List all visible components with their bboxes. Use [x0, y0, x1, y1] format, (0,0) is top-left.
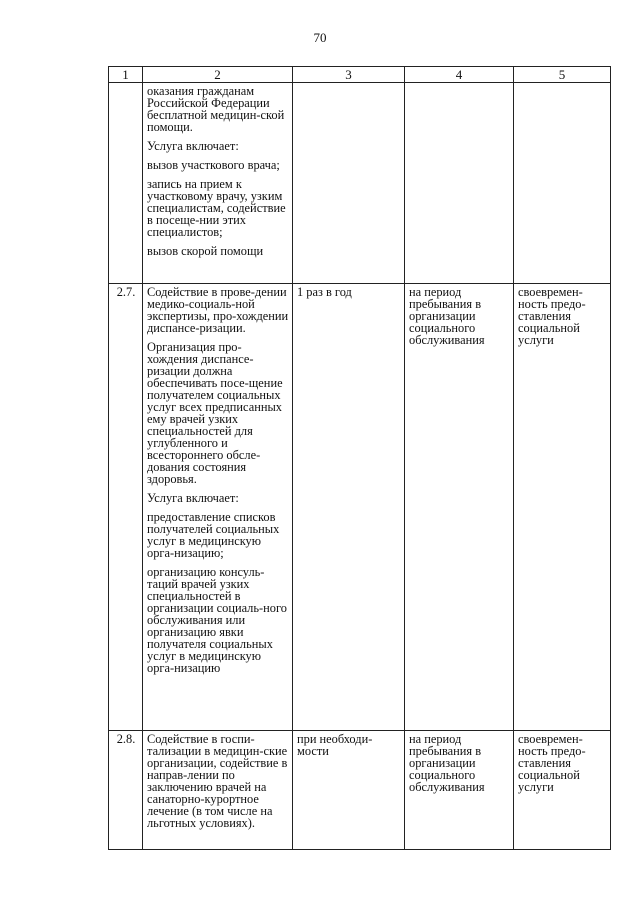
- header-cell-1: 1: [109, 67, 143, 83]
- services-table: [108, 66, 611, 850]
- row-number: 2.8.: [109, 731, 143, 850]
- header-cell-3: 3: [293, 67, 405, 83]
- table-header-row: [109, 67, 611, 83]
- term-cell: на период пребывания в организации социального обслуживания: [405, 284, 514, 731]
- periodicity-cell: при необходи-мости: [293, 731, 405, 850]
- term-cell: [405, 83, 514, 284]
- table-row-continuation: [109, 83, 611, 284]
- header-cell-4: 4: [405, 67, 514, 83]
- term-cell: на период пребывания в организации социального обслуживания: [405, 731, 514, 850]
- page-number: 70: [313, 30, 327, 45]
- description-paragraph: Организация про-хождения диспансе-ризации должна обеспечивать посе-щение получателем социальных услуг всех предписанных ему врачей узких специальностей для углубленного и всестороннего обсле-дования состояния здоровья.: [147, 340, 283, 486]
- service-description: [143, 284, 293, 731]
- description-paragraph: оказания гражданам Российской Федерации бесплатной медицин-ской помощи.: [147, 84, 285, 134]
- header-cell-5: 5: [514, 67, 611, 83]
- row-number: [109, 83, 143, 284]
- description-paragraph: вызов участкового врача;: [147, 158, 280, 172]
- description-paragraph: Услуга включает:: [147, 491, 239, 505]
- description-paragraph: Услуга включает:: [147, 139, 239, 153]
- header-cell-2: 2: [143, 67, 293, 83]
- description-paragraph: запись на прием к участковому врачу, узким специалистам, содействие в посеще-нии этих специалистов;: [147, 177, 286, 239]
- service-description: [143, 731, 293, 850]
- criteria-cell: своевремен-ность предо-ставления социальной услуги: [514, 731, 611, 850]
- periodicity-cell: [293, 83, 405, 284]
- service-description: [143, 83, 293, 284]
- description-paragraph: Содействие в госпи-тализации в медицин-ские организации, содействие в направ-лении по заключению врачей на санаторно-курортное лечение (в том числе на льготных условиях).: [147, 732, 288, 830]
- description-paragraph: предоставление списков получателей социальных услуг в медицинскую орга-низацию;: [147, 510, 280, 560]
- table-row-2-8: [109, 731, 611, 850]
- criteria-cell: [514, 83, 611, 284]
- description-paragraph: организацию консуль-таций врачей узких специальностей в организации социаль-ного обслуживания или организацию явки получателя социальных услуг в медицинскую орга-низацию: [147, 565, 287, 675]
- table-row-2-7: [109, 284, 611, 731]
- description-paragraph: Содействие в прове-дении медико-социаль-ной экспертизы, про-хождении диспансе-ризации.: [147, 285, 289, 335]
- criteria-cell: своевремен-ность предо-ставления социальной услуги: [514, 284, 611, 731]
- row-number: 2.7.: [109, 284, 143, 731]
- description-paragraph: вызов скорой помощи: [147, 244, 264, 258]
- periodicity-cell: 1 раз в год: [293, 284, 405, 731]
